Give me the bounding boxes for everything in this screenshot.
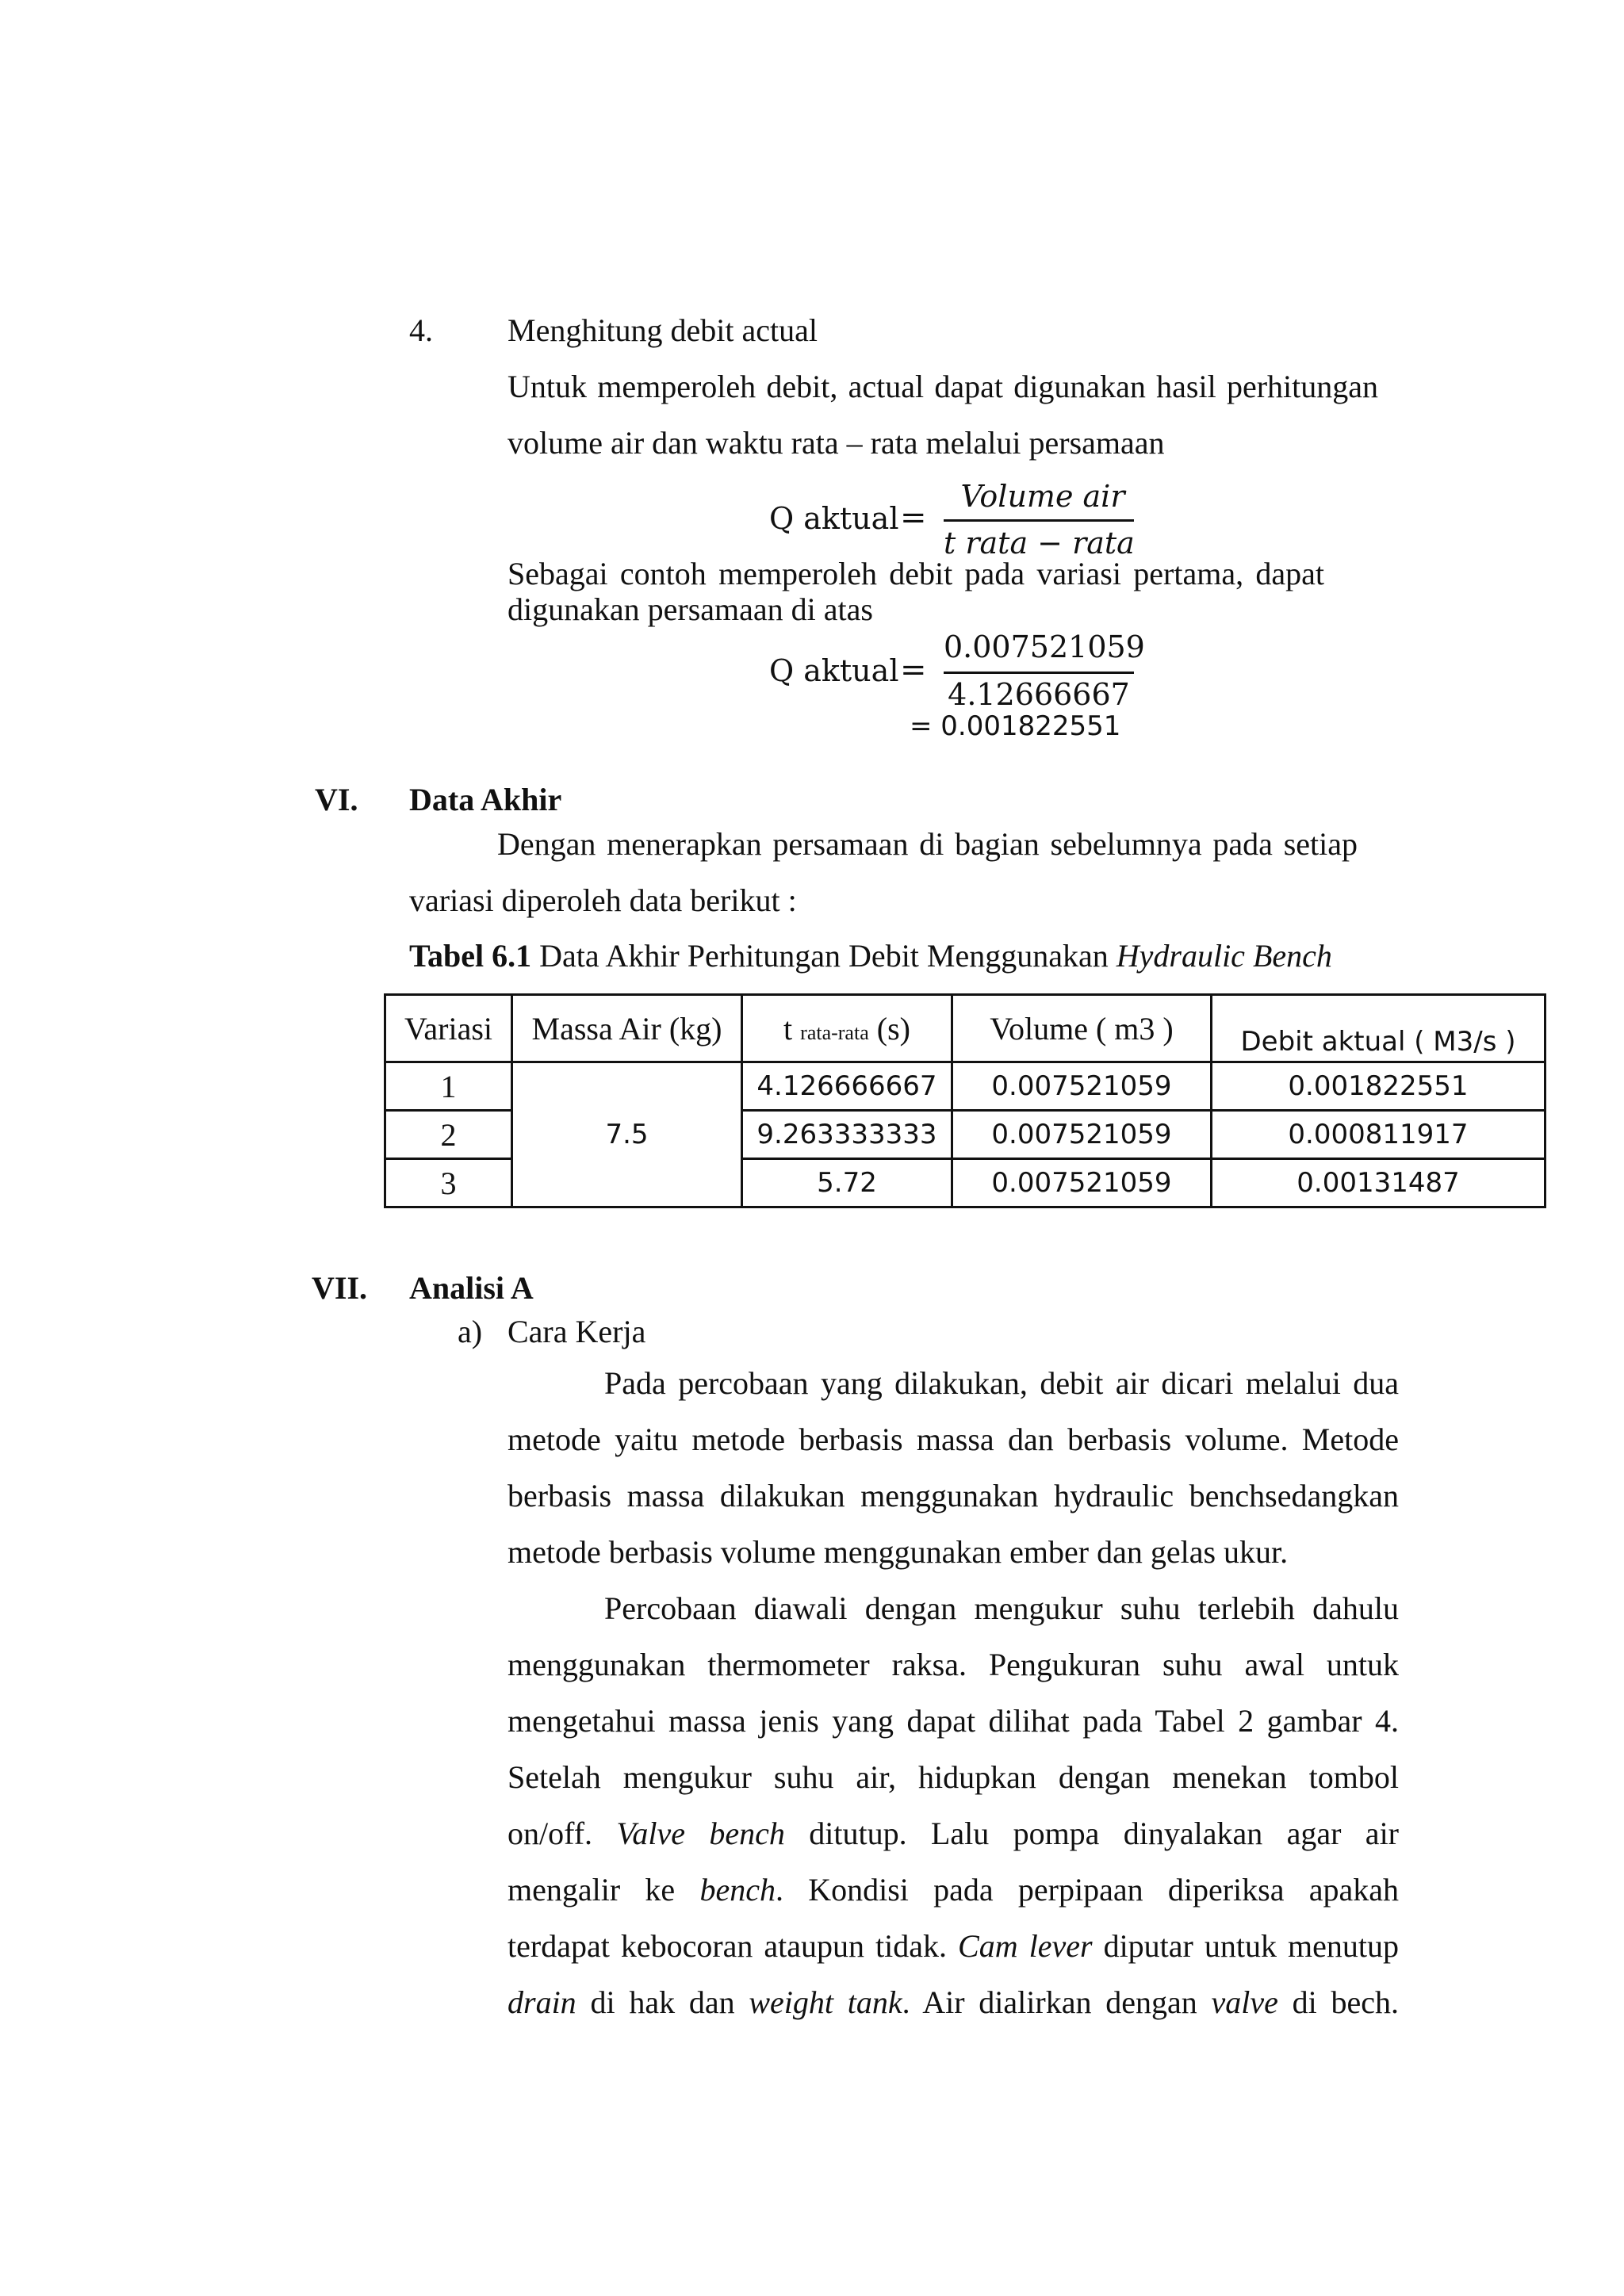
text-run-italic: Cam lever bbox=[958, 1928, 1093, 1964]
cell-volume: 0.007521059 bbox=[952, 1111, 1212, 1159]
eq1-denominator: t rata − rata bbox=[944, 526, 1135, 561]
eq2-fraction-bar bbox=[944, 672, 1134, 674]
data-table bbox=[384, 993, 1546, 1208]
text-run-italic: weight tank bbox=[749, 1984, 902, 2020]
text-run-italic: Valve bench bbox=[616, 1816, 785, 1851]
eq2-lhs: Q aktual bbox=[769, 653, 899, 688]
eq2-numerator: 0.007521059 bbox=[944, 629, 1145, 664]
section-4-line-1: Untuk memperoleh debit, actual dapat digunakan hasil perhitungan bbox=[508, 369, 1378, 404]
paragraph-line: mengetahui massa jenis yang dapat dilihat pada Tabel 2 gambar 4. bbox=[508, 1703, 1399, 1739]
header-t-sub: rata-rata bbox=[800, 1020, 869, 1044]
text-run: . Kondisi pada perpipaan diperiksa apakah bbox=[775, 1872, 1399, 1908]
cell-debit: 0.000811917 bbox=[1212, 1111, 1545, 1159]
section-4-title: Menghitung debit actual bbox=[508, 312, 818, 348]
header-t-rata-rata bbox=[742, 995, 952, 1062]
cell-t: 9.263333333 bbox=[742, 1111, 952, 1159]
cell-massa-air: 7.5 bbox=[512, 1062, 742, 1207]
paragraph-line bbox=[508, 1805, 1399, 1862]
section-4-line-2: volume air dan waktu rata – rata melalui persamaan bbox=[508, 425, 1165, 461]
cell-variasi: 3 bbox=[385, 1159, 512, 1207]
eq1-fraction-bar bbox=[944, 519, 1134, 522]
section-7-number: VII. bbox=[312, 1270, 368, 1306]
paragraph-line: Setelah mengukur suhu air, hidupkan dengan menekan tombol bbox=[508, 1759, 1399, 1795]
section-6-line-2: variasi diperoleh data berikut : bbox=[409, 882, 797, 918]
table-caption-text: Data Akhir Perhitungan Debit Menggunakan bbox=[531, 938, 1116, 974]
text-run-italic: bench bbox=[699, 1872, 776, 1908]
text-run: ditutup. Lalu pompa dinyalakan agar air bbox=[784, 1816, 1399, 1851]
eq1-lhs: Q aktual bbox=[769, 501, 899, 536]
text-run-italic: valve bbox=[1211, 1984, 1278, 2020]
eq2-equals: = bbox=[900, 652, 927, 688]
paragraph-line: metode berbasis volume menggunakan ember dan gelas ukur. bbox=[508, 1534, 1289, 1570]
table-header-row bbox=[385, 995, 1545, 1062]
cell-debit: 0.00131487 bbox=[1212, 1159, 1545, 1207]
paragraph-line: Percobaan diawali dengan mengukur suhu terlebih dahulu bbox=[604, 1590, 1399, 1626]
text-run: mengalir ke bbox=[508, 1872, 700, 1908]
paragraph-line bbox=[508, 1974, 1399, 2030]
text-run: di hak dan bbox=[576, 1984, 749, 2020]
text-run: . Air dialirkan dengan bbox=[902, 1984, 1212, 2020]
eq2-result: = 0.001822551 bbox=[910, 710, 1121, 742]
header-volume: Volume ( m3 ) bbox=[952, 995, 1212, 1062]
text-run: terdapat kebocoran ataupun tidak. bbox=[508, 1928, 959, 1964]
header-variasi: Variasi bbox=[385, 995, 512, 1062]
cell-variasi: 2 bbox=[385, 1111, 512, 1159]
text-run-italic: drain bbox=[508, 1984, 576, 2020]
section-4-line-4: digunakan persamaan di atas bbox=[508, 591, 873, 627]
text-run: di bech. bbox=[1277, 1984, 1399, 2020]
paragraph-line bbox=[508, 1918, 1399, 1974]
paragraph-line: metode yaitu metode berbasis massa dan berbasis volume. Metode bbox=[508, 1422, 1399, 1457]
paragraph-line: berbasis massa dilakukan menggunakan hydraulic benchsedangkan bbox=[508, 1478, 1399, 1513]
cell-t: 5.72 bbox=[742, 1159, 952, 1207]
paragraph-line bbox=[508, 1862, 1399, 1918]
cell-debit: 0.001822551 bbox=[1212, 1062, 1545, 1111]
eq1-equals: = bbox=[900, 499, 927, 536]
cell-t: 4.126666667 bbox=[742, 1062, 952, 1111]
section-7-title: Analisi A bbox=[409, 1270, 534, 1306]
section-6-line-1: Dengan menerapkan persamaan di bagian sebelumnya pada setiap bbox=[497, 826, 1358, 862]
paragraph-cara-kerja-2 bbox=[508, 1580, 1399, 2030]
cell-variasi: 1 bbox=[385, 1062, 512, 1111]
paragraph-line: menggunakan thermometer raksa. Pengukuran suhu awal untuk bbox=[508, 1647, 1399, 1682]
table-caption-label: Tabel 6.1 bbox=[409, 938, 532, 974]
header-debit-aktual: Debit aktual ( M3/s ) bbox=[1212, 995, 1545, 1062]
eq2-denominator: 4.12666667 bbox=[948, 677, 1130, 712]
cell-volume: 0.007521059 bbox=[952, 1159, 1212, 1207]
table-caption bbox=[409, 937, 1332, 974]
table-row bbox=[385, 1062, 1545, 1111]
paragraph-cara-kerja-1 bbox=[508, 1355, 1399, 1580]
text-run: diputar untuk menutup bbox=[1092, 1928, 1399, 1964]
section-6-number: VI. bbox=[315, 782, 358, 817]
section-4-line-3: Sebagai contoh memperoleh debit pada variasi pertama, dapat bbox=[508, 556, 1324, 591]
table-caption-italic: Hydraulic Bench bbox=[1116, 938, 1332, 974]
header-t-main: t bbox=[783, 1010, 801, 1047]
subsection-title: Cara Kerja bbox=[508, 1314, 646, 1349]
paragraph-line: Pada percobaan yang dilakukan, debit air dicari melalui dua bbox=[604, 1365, 1399, 1401]
header-t-unit: (s) bbox=[868, 1010, 910, 1047]
subsection-label: a) bbox=[458, 1314, 483, 1349]
text-run: on/off. bbox=[508, 1816, 617, 1851]
header-massa-air: Massa Air (kg) bbox=[512, 995, 742, 1062]
section-6-title: Data Akhir bbox=[409, 782, 562, 817]
section-4-number: 4. bbox=[409, 312, 433, 348]
eq1-numerator: Volume air bbox=[960, 479, 1125, 514]
cell-volume: 0.007521059 bbox=[952, 1062, 1212, 1111]
